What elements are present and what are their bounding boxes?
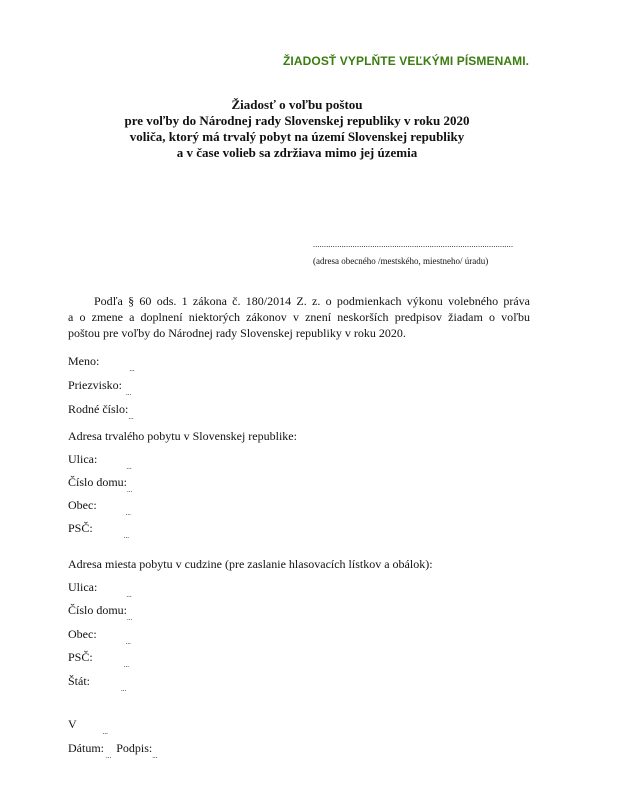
title-line-2: pre voľby do Národnej rady Slovenskej republiky v roku 2020 [124,113,470,128]
input-abroad-stat[interactable]: ... [121,685,127,693]
fill-instruction: ŽIADOSŤ VYPLŇTE VEĽKÝMI PÍSMENAMI. [283,54,530,68]
label-abroad-ulica: Ulica: [68,580,98,594]
field-abroad-cislo-domu [68,603,132,622]
office-address-note: (adresa obecného /mestského, miestneho/ úradu) [313,256,489,266]
label-meno: Meno: [68,354,100,368]
label-abroad-stat: Štát: [68,674,91,688]
title-line-1: Žiadosť o voľbu poštou [231,97,363,112]
label-perm-psc: PSČ: [68,521,93,535]
field-perm-psc [68,521,129,540]
input-perm-obec[interactable]: ... [125,509,131,517]
abroad-address-heading: Adresa miesta pobytu v cudzine (pre zaslanie hlasovacích lístkov a obálok): [68,557,433,571]
label-rodne-cislo: Rodné číslo: [68,402,129,416]
input-priezvisko[interactable]: ... [126,389,132,397]
label-perm-cislo-domu: Číslo domu: [68,475,128,489]
input-meno[interactable]: ... [129,365,135,373]
office-address-line: ........................................................................................... [313,240,514,249]
input-abroad-ulica[interactable]: ... [126,591,132,599]
permanent-address-heading: Adresa trvalého pobytu v Slovenskej republike: [68,429,297,443]
field-perm-ulica [68,452,132,471]
label-abroad-cislo-domu: Číslo domu: [68,603,128,617]
label-date: Dátum: [68,741,104,755]
paragraph-line-1: Podľa § 60 ods. 1 zákona č. 180/2014 Z. z. o podmienkach výkonu volebného práva [94,294,530,308]
input-perm-psc[interactable]: ... [123,532,129,540]
input-abroad-obec[interactable]: ... [125,638,131,646]
input-signature[interactable]: ... [152,752,158,760]
label-abroad-obec: Obec: [68,627,97,641]
field-abroad-stat [68,674,126,693]
input-date[interactable]: ... [106,752,112,760]
field-place [68,717,108,736]
paragraph-line-3: poštou pre voľby do Národnej rady Slovenskej republiky v roku 2020. [68,326,406,340]
title-line-4: a v čase volieb sa zdržiava mimo jej územia [176,145,418,160]
label-perm-obec: Obec: [68,498,97,512]
request-paragraph [68,293,530,341]
title-line-3: voliča, ktorý má trvalý pobyt na území Slovenskej republiky [129,129,465,144]
label-perm-ulica: Ulica: [68,452,98,466]
field-perm-obec [68,498,131,517]
document-title [0,97,594,161]
input-perm-ulica[interactable]: ... [126,463,132,471]
label-place: V [68,717,77,731]
input-abroad-cislo-domu[interactable]: ... [127,614,133,622]
field-abroad-obec [68,627,131,646]
input-rodne-cislo[interactable]: ... [128,413,134,421]
field-priezvisko [68,378,131,397]
input-place[interactable]: ... [102,728,108,736]
input-abroad-psc[interactable]: ... [123,661,129,669]
paragraph-line-2: a o zmene a doplnení niektorých zákonov v znení neskorších predpisov žiadam o voľbu [68,310,530,324]
label-abroad-psc: PSČ: [68,650,93,664]
label-signature: Podpis: [116,741,153,755]
field-perm-cislo-domu [68,475,132,494]
input-perm-cislo-domu[interactable]: ... [127,486,133,494]
field-rodne-cislo [68,402,134,421]
field-date-signature [68,741,158,760]
label-priezvisko: Priezvisko: [68,378,122,392]
field-abroad-psc [68,650,129,669]
field-meno [68,354,135,373]
field-abroad-ulica [68,580,132,599]
